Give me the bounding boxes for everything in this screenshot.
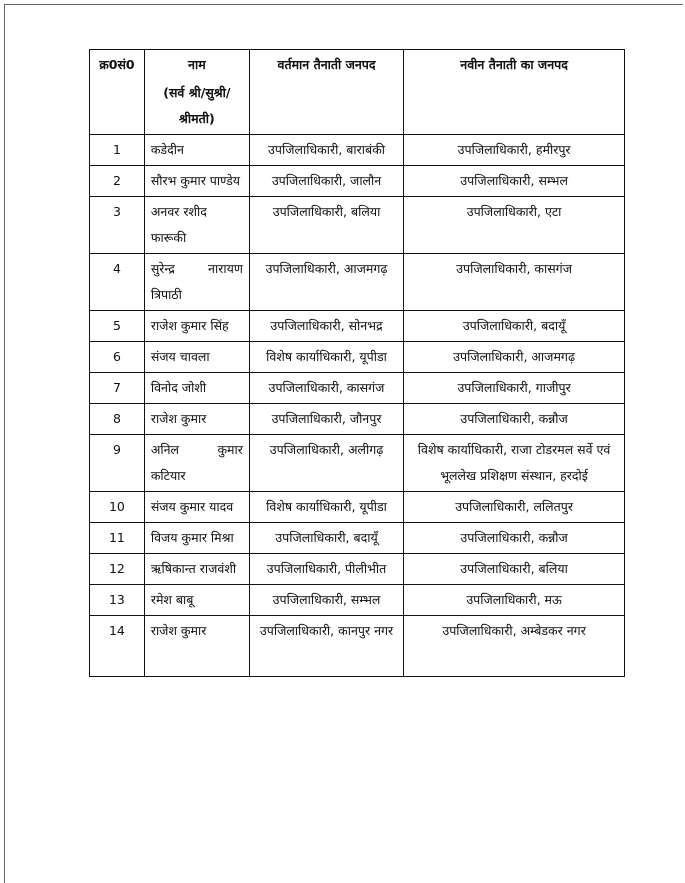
header-current-posting: वर्तमान तैनाती जनपद [249, 50, 403, 135]
row-name: सुरेन्द्र नारायण त्रिपाठी [144, 254, 249, 311]
row-name: राजेश कुमार सिंह [144, 311, 249, 342]
row-name: राजेश कुमार [144, 616, 249, 677]
row-current-posting: उपजिलाधिकारी, सोनभद्र [249, 311, 403, 342]
row-name: अनिल कुमार कटियार [144, 435, 249, 492]
row-new-posting: उपजिलाधिकारी, कन्नौज [404, 523, 625, 554]
row-serial: 8 [90, 404, 145, 435]
header-new-posting: नवीन तैनाती का जनपद [404, 50, 625, 135]
row-current-posting: विशेष कार्याधिकारी, यूपीडा [249, 492, 403, 523]
row-serial: 3 [90, 197, 145, 254]
row-serial: 13 [90, 585, 145, 616]
row-current-posting: उपजिलाधिकारी, जालौन [249, 166, 403, 197]
row-serial: 9 [90, 435, 145, 492]
row-name: विजय कुमार मिश्रा [144, 523, 249, 554]
table-row [90, 342, 625, 373]
row-current-posting: उपजिलाधिकारी, बदायूॅं [249, 523, 403, 554]
row-new-posting: उपजिलाधिकारी, सम्भल [404, 166, 625, 197]
row-serial: 6 [90, 342, 145, 373]
row-current-posting: उपजिलाधिकारी, बाराबंकी [249, 135, 403, 166]
row-serial: 10 [90, 492, 145, 523]
row-name: ऋषिकान्त राजवंशी [144, 554, 249, 585]
table-row [90, 166, 625, 197]
row-name: राजेश कुमार [144, 404, 249, 435]
row-current-posting: विशेष कार्याधिकारी, यूपीडा [249, 342, 403, 373]
row-new-posting: विशेष कार्याधिकारी, राजा टोडरमल सर्वे एवं भूललेख प्रशिक्षण संस्थान, हरदोई [404, 435, 625, 492]
table-row [90, 554, 625, 585]
table-row [90, 616, 625, 677]
row-current-posting: उपजिलाधिकारी, पीलीभीत [249, 554, 403, 585]
row-new-posting: उपजिलाधिकारी, गाजीपुर [404, 373, 625, 404]
header-serial: क्र0सं0 [90, 50, 145, 135]
table-row [90, 311, 625, 342]
row-serial: 2 [90, 166, 145, 197]
table-row [90, 492, 625, 523]
header-name [144, 50, 249, 135]
header-row [90, 50, 625, 135]
row-new-posting: उपजिलाधिकारी, अम्बेडकर नगर [404, 616, 625, 677]
row-serial: 4 [90, 254, 145, 311]
row-serial: 7 [90, 373, 145, 404]
row-new-posting: उपजिलाधिकारी, एटा [404, 197, 625, 254]
table-row [90, 585, 625, 616]
row-name: अनवर रशीद फारूकी [144, 197, 249, 254]
transfer-table [89, 49, 625, 677]
row-name: रमेश बाबू [144, 585, 249, 616]
row-name: सौरभ कुमार पाण्डेय [144, 166, 249, 197]
row-serial: 1 [90, 135, 145, 166]
row-current-posting: उपजिलाधिकारी, कानपुर नगर [249, 616, 403, 677]
row-current-posting: उपजिलाधिकारी, आजमगढ़ [249, 254, 403, 311]
row-serial: 5 [90, 311, 145, 342]
row-new-posting: उपजिलाधिकारी, आजमगढ़ [404, 342, 625, 373]
row-serial: 14 [90, 616, 145, 677]
row-new-posting: उपजिलाधिकारी, हमीरपुर [404, 135, 625, 166]
row-new-posting: उपजिलाधिकारी, कन्नौज [404, 404, 625, 435]
row-name: संजय चावला [144, 342, 249, 373]
row-current-posting: उपजिलाधिकारी, जौनपुर [249, 404, 403, 435]
row-new-posting: उपजिलाधिकारी, बदायूॅं [404, 311, 625, 342]
table-row [90, 254, 625, 311]
row-serial: 11 [90, 523, 145, 554]
row-new-posting: उपजिलाधिकारी, कासगंज [404, 254, 625, 311]
header-name-label: नाम [188, 57, 206, 72]
table-row [90, 197, 625, 254]
table-row [90, 435, 625, 492]
row-new-posting: उपजिलाधिकारी, ललितपुर [404, 492, 625, 523]
table-row [90, 523, 625, 554]
row-serial: 12 [90, 554, 145, 585]
row-current-posting: उपजिलाधिकारी, अलीगढ़ [249, 435, 403, 492]
table-row [90, 373, 625, 404]
row-name: कडेदीन [144, 135, 249, 166]
row-name: संजय कुमार यादव [144, 492, 249, 523]
header-name-sub: (सर्व श्री/सुश्री/श्रीमती) [163, 85, 231, 126]
table-row [90, 404, 625, 435]
row-current-posting: उपजिलाधिकारी, सम्भल [249, 585, 403, 616]
row-new-posting: उपजिलाधिकारी, मऊ [404, 585, 625, 616]
row-current-posting: उपजिलाधिकारी, कासगंज [249, 373, 403, 404]
table-row [90, 135, 625, 166]
row-current-posting: उपजिलाधिकारी, बलिया [249, 197, 403, 254]
row-new-posting: उपजिलाधिकारी, बलिया [404, 554, 625, 585]
row-name: विनोद जोशी [144, 373, 249, 404]
